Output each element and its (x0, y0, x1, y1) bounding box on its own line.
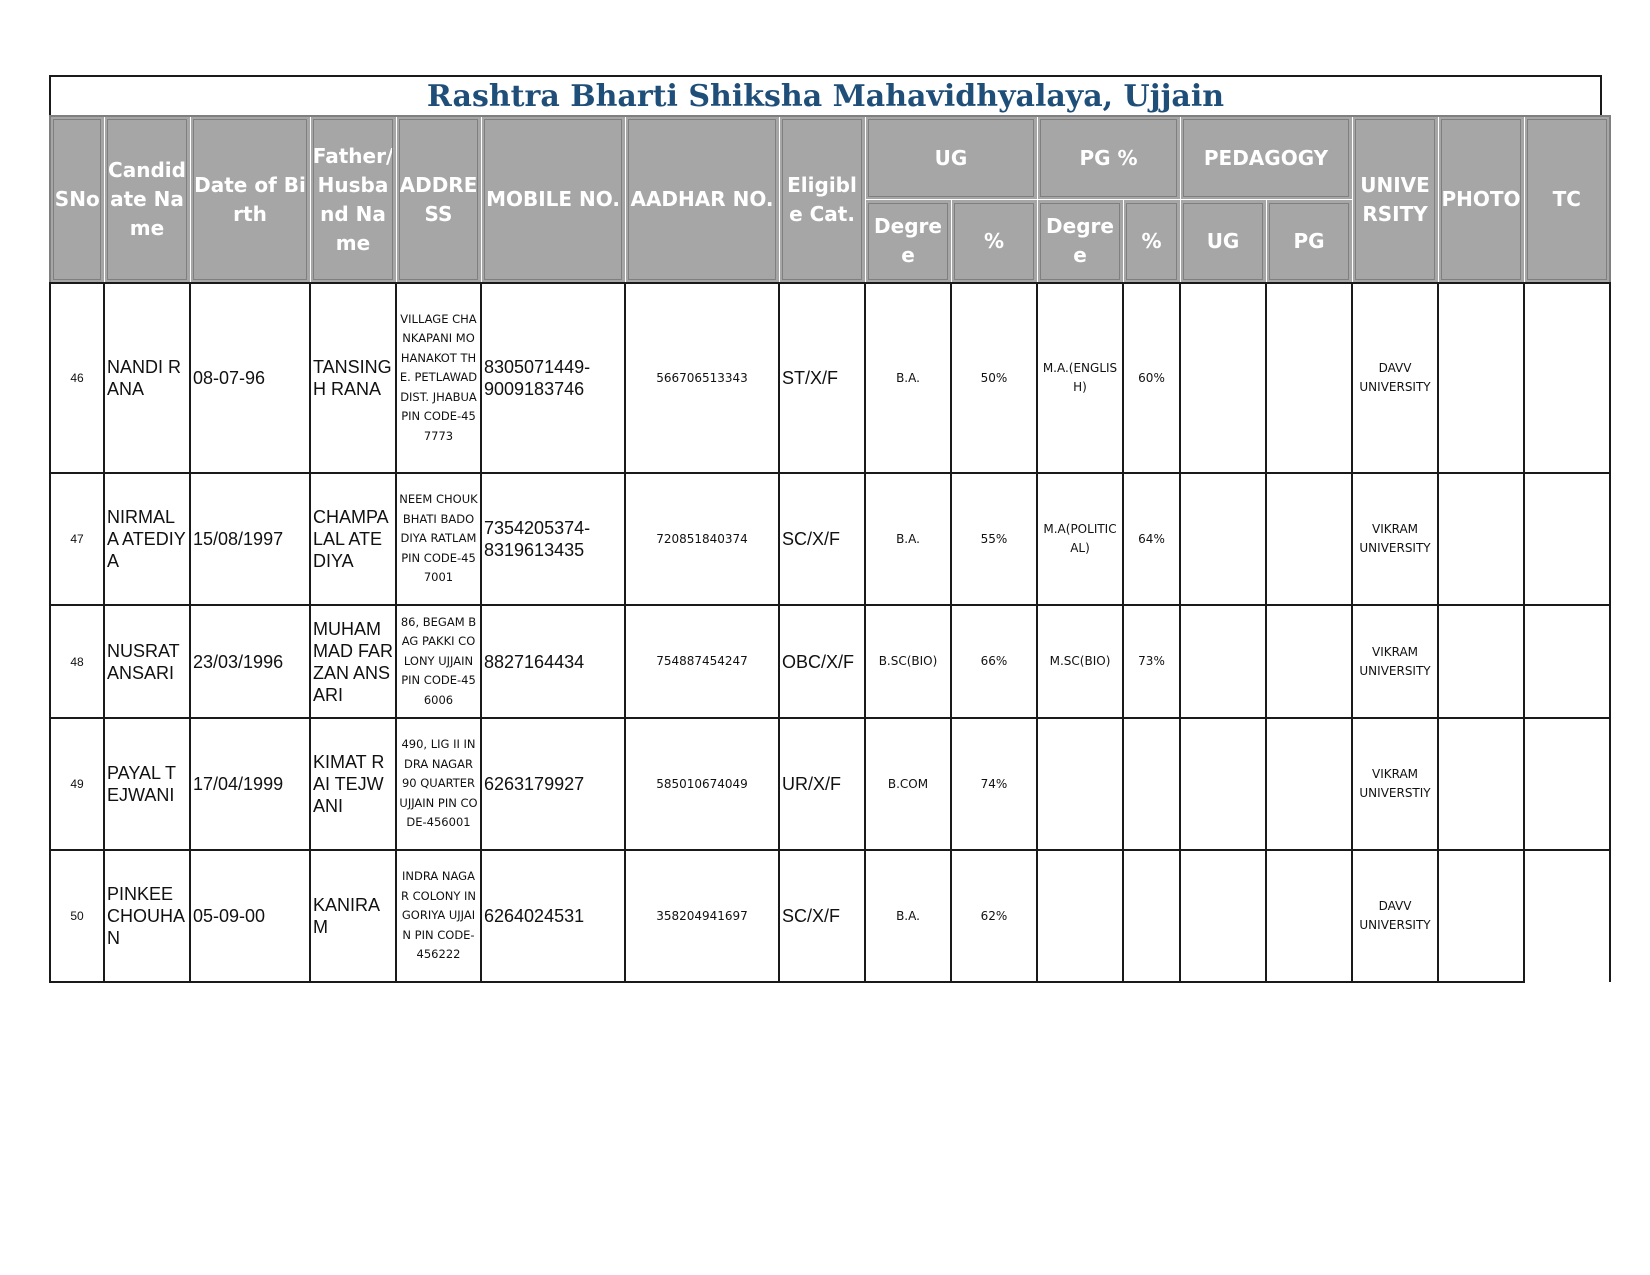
cell-aadhar: 566706513343 (625, 283, 779, 473)
header-tc: TC (1524, 116, 1610, 283)
cell-sno: 46 (50, 283, 104, 473)
cell-university: VIKRAM UNIVERSITY (1352, 473, 1438, 605)
cell-university: VIKRAM UNIVERSTIY (1352, 718, 1438, 850)
page-title: Rashtra Bharti Shiksha Mahavidhyalaya, Ujjain (49, 75, 1602, 115)
cell-pg-degree: M.SC(BIO) (1037, 605, 1123, 718)
header-aadhar: AADHAR NO. (625, 116, 779, 283)
cell-date-of-birth: 23/03/1996 (190, 605, 310, 718)
cell-address: VILLAGE CHANKAPANI MOHANAKOT THE. PETLAWAD DIST. JHABUA PIN CODE-457773 (396, 283, 481, 473)
cell-tc (1524, 283, 1610, 473)
cell-mobile: 6264024531 (481, 850, 625, 982)
header-candidate-name: Candidate Name (104, 116, 190, 283)
cell-eligible-category: SC/X/F (779, 850, 865, 982)
cell-pedagogy-ug (1180, 718, 1266, 850)
cell-candidate-name: PINKEE CHOUHAN (104, 850, 190, 982)
cell-pg-percent: 60% (1123, 283, 1180, 473)
header-pedagogy-ug: UG (1180, 200, 1266, 284)
cell-pg-degree (1037, 718, 1123, 850)
cell-tc (1524, 473, 1610, 605)
cell-ug-percent: 66% (951, 605, 1037, 718)
cell-aadhar: 585010674049 (625, 718, 779, 850)
table-row (50, 850, 1610, 982)
header-address: ADDRESS (396, 116, 481, 283)
cell-sno: 49 (50, 718, 104, 850)
cell-father-name: CHAMPA LAL ATEDIYA (310, 473, 396, 605)
cell-pedagogy-pg (1266, 283, 1352, 473)
cell-aadhar: 754887454247 (625, 605, 779, 718)
cell-pedagogy-pg (1266, 605, 1352, 718)
cell-pedagogy-ug (1180, 473, 1266, 605)
cell-pg-percent (1123, 718, 1180, 850)
cell-sno: 50 (50, 850, 104, 982)
header-ug-degree: Degree (865, 200, 951, 284)
cell-photo (1438, 718, 1524, 850)
table-row (50, 473, 1610, 605)
cell-candidate-name: NIRMALA ATEDIYA (104, 473, 190, 605)
header-father-name: Father/ Husband Name (310, 116, 396, 283)
cell-pedagogy-pg (1266, 850, 1352, 982)
header-date-of-birth: Date of Birth (190, 116, 310, 283)
header-pedagogy-group: PEDAGOGY (1180, 116, 1352, 200)
cell-tc (1524, 605, 1610, 718)
cell-mobile: 8305071449-9009183746 (481, 283, 625, 473)
cell-date-of-birth: 15/08/1997 (190, 473, 310, 605)
cell-ug-percent: 50% (951, 283, 1037, 473)
cell-date-of-birth: 05-09-00 (190, 850, 310, 982)
cell-sno: 48 (50, 605, 104, 718)
header-ug-group: UG (865, 116, 1037, 200)
header-university: UNIVERSITY (1352, 116, 1438, 283)
cell-pg-degree: M.A.(ENGLISH) (1037, 283, 1123, 473)
cell-pg-percent (1123, 850, 1180, 982)
cell-pedagogy-pg (1266, 473, 1352, 605)
cell-father-name: KIMAT RAI TEJWANI (310, 718, 396, 850)
header-pg-group: PG % (1037, 116, 1180, 200)
cell-mobile: 8827164434 (481, 605, 625, 718)
cell-eligible-category: OBC/X/F (779, 605, 865, 718)
cell-eligible-category: ST/X/F (779, 283, 865, 473)
cell-eligible-category: SC/X/F (779, 473, 865, 605)
cell-candidate-name: NUSRAT ANSARI (104, 605, 190, 718)
header-eligible-category: Eligible Cat. (779, 116, 865, 283)
cell-eligible-category: UR/X/F (779, 718, 865, 850)
header-mobile: MOBILE NO. (481, 116, 625, 283)
cell-father-name: TANSINGH RANA (310, 283, 396, 473)
table-row (50, 605, 1610, 718)
admission-sheet (49, 75, 1604, 983)
cell-ug-percent: 55% (951, 473, 1037, 605)
cell-pg-degree (1037, 850, 1123, 982)
cell-date-of-birth: 08-07-96 (190, 283, 310, 473)
cell-ug-degree: B.COM (865, 718, 951, 850)
cell-pg-percent: 73% (1123, 605, 1180, 718)
cell-university: DAVV UNIVERSITY (1352, 850, 1438, 982)
cell-candidate-name: PAYAL TEJWANI (104, 718, 190, 850)
cell-father-name: KANIRAM (310, 850, 396, 982)
cell-ug-percent: 74% (951, 718, 1037, 850)
cell-tc (1524, 718, 1610, 850)
cell-photo (1438, 605, 1524, 718)
cell-photo (1438, 473, 1524, 605)
cell-ug-percent: 62% (951, 850, 1037, 982)
cell-pg-degree: M.A(POLITICAL) (1037, 473, 1123, 605)
cell-address: INDRA NAGAR COLONY INGORIYA UJJAIN PIN CODE-456222 (396, 850, 481, 982)
candidate-table (49, 115, 1611, 983)
cell-candidate-name: NANDI RANA (104, 283, 190, 473)
cell-pedagogy-ug (1180, 605, 1266, 718)
cell-university: VIKRAM UNIVERSITY (1352, 605, 1438, 718)
cell-mobile: 6263179927 (481, 718, 625, 850)
cell-aadhar: 358204941697 (625, 850, 779, 982)
cell-mobile: 7354205374-8319613435 (481, 473, 625, 605)
cell-photo (1438, 850, 1524, 982)
table-header (50, 116, 1610, 283)
cell-pg-percent: 64% (1123, 473, 1180, 605)
header-photo: PHOTO (1438, 116, 1524, 283)
table-row (50, 283, 1610, 473)
cell-ug-degree: B.SC(BIO) (865, 605, 951, 718)
cell-father-name: MUHAMMAD FARZAN ANSARI (310, 605, 396, 718)
cell-pedagogy-ug (1180, 850, 1266, 982)
cell-address: NEEM CHOUK BHATI BADODIYA RATLAM PIN CODE-457001 (396, 473, 481, 605)
cell-photo (1438, 283, 1524, 473)
cell-pedagogy-pg (1266, 718, 1352, 850)
cell-address: 86, BEGAM BAG PAKKI COLONY UJJAIN PIN CODE-456006 (396, 605, 481, 718)
cell-tc (1524, 850, 1610, 982)
header-pg-percent: % (1123, 200, 1180, 284)
header-sno: SNo (50, 116, 104, 283)
cell-address: 490, LIG II INDRA NAGAR 90 QUARTER UJJAIN PIN CODE-456001 (396, 718, 481, 850)
cell-date-of-birth: 17/04/1999 (190, 718, 310, 850)
cell-ug-degree: B.A. (865, 473, 951, 605)
header-ug-percent: % (951, 200, 1037, 284)
header-pedagogy-pg: PG (1266, 200, 1352, 284)
cell-sno: 47 (50, 473, 104, 605)
table-body (50, 283, 1610, 982)
table-row (50, 718, 1610, 850)
cell-university: DAVV UNIVERSITY (1352, 283, 1438, 473)
cell-pedagogy-ug (1180, 283, 1266, 473)
cell-ug-degree: B.A. (865, 283, 951, 473)
header-pg-degree: Degree (1037, 200, 1123, 284)
cell-ug-degree: B.A. (865, 850, 951, 982)
cell-aadhar: 720851840374 (625, 473, 779, 605)
